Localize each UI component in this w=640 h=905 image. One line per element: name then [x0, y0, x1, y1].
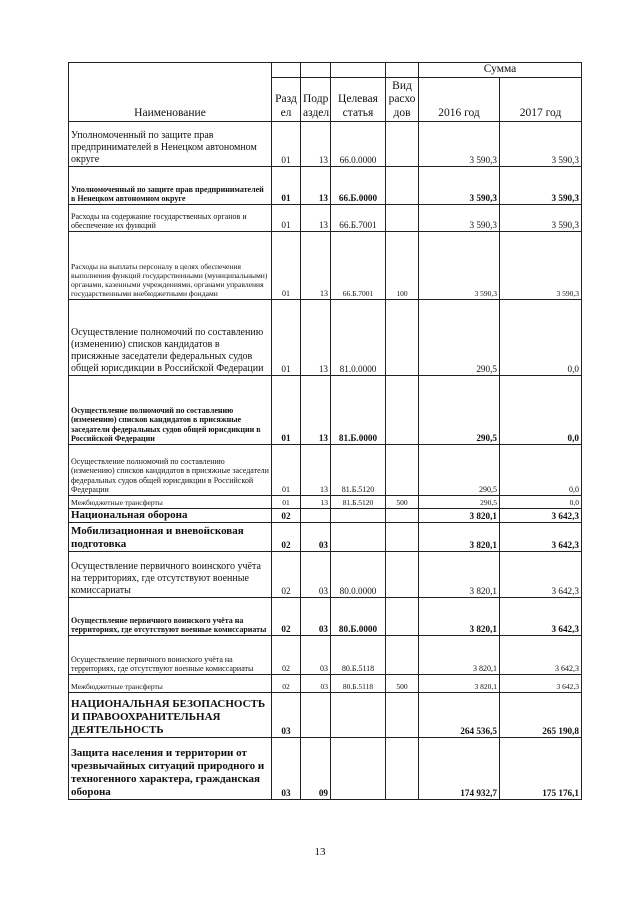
row-target: 66.Б.7001	[331, 204, 386, 231]
row-2016: 290,5	[419, 444, 500, 495]
row-target	[331, 737, 386, 799]
row-section: 01	[272, 121, 301, 166]
page-number: 13	[314, 846, 326, 858]
row-expense-type	[386, 551, 419, 597]
row-expense-type	[386, 737, 419, 799]
row-2017: 265 190,8	[500, 692, 582, 737]
budget-table	[68, 62, 582, 800]
row-target: 81.Б.5120	[331, 495, 386, 508]
row-2016: 3 820,1	[419, 674, 500, 692]
row-2017: 3 642,3	[500, 551, 582, 597]
row-section: 01	[272, 299, 301, 375]
row-section: 02	[272, 522, 301, 551]
row-expense-type	[386, 166, 419, 204]
row-target: 80.Б.5118	[331, 674, 386, 692]
row-expense-type	[386, 299, 419, 375]
table-row	[69, 737, 582, 799]
row-name: Осуществление первичного воинского учёта на территориях, где отсутствуют военные комиссариаты	[69, 635, 272, 674]
table-row	[69, 299, 582, 375]
row-section: 01	[272, 495, 301, 508]
table-row	[69, 166, 582, 204]
row-expense-type	[386, 121, 419, 166]
row-2016: 3 590,3	[419, 231, 500, 299]
header-name: Наименование	[69, 63, 272, 122]
row-name: Расходы на содержание государственных органов и обеспечение их функций	[69, 204, 272, 231]
row-2017: 0,0	[500, 375, 582, 444]
row-2017: 3 590,3	[500, 231, 582, 299]
table-row	[69, 444, 582, 495]
row-2017: 3 642,3	[500, 522, 582, 551]
header-2017: 2017 год	[500, 77, 582, 121]
header-target: Целевая статья	[331, 77, 386, 121]
row-target: 81.Б.5120	[331, 444, 386, 495]
row-subsection: 09	[301, 737, 331, 799]
table-row	[69, 674, 582, 692]
table-row	[69, 692, 582, 737]
row-target	[331, 522, 386, 551]
row-subsection: 03	[301, 597, 331, 635]
row-name: Осуществление полномочий по составлению (изменению) списков кандидатов в присяжные заседатели федеральных судов общей юрисдикции в Российской Федерации	[69, 444, 272, 495]
row-name: Национальная оборона	[69, 508, 272, 522]
row-subsection	[301, 508, 331, 522]
row-expense-type	[386, 508, 419, 522]
row-subsection: 03	[301, 635, 331, 674]
row-target: 66.Б.0000	[331, 166, 386, 204]
row-target: 66.Б.7001	[331, 231, 386, 299]
row-target: 80.Б.0000	[331, 597, 386, 635]
row-target: 66.0.0000	[331, 121, 386, 166]
row-section: 01	[272, 444, 301, 495]
table-row	[69, 635, 582, 674]
row-expense-type	[386, 692, 419, 737]
row-subsection: 13	[301, 444, 331, 495]
row-subsection: 03	[301, 551, 331, 597]
row-expense-type	[386, 635, 419, 674]
row-section: 01	[272, 231, 301, 299]
row-name: Осуществление первичного воинского учёта на территориях, где отсутствуют военные комиссариаты	[69, 551, 272, 597]
header-subsection: Подр аздел	[301, 77, 331, 121]
row-2016: 3 590,3	[419, 204, 500, 231]
row-2016: 3 820,1	[419, 597, 500, 635]
row-subsection: 13	[301, 231, 331, 299]
table-row	[69, 508, 582, 522]
row-name: Защита населения и территории от чрезвычайных ситуаций природного и техногенного характера, гражданская оборона	[69, 737, 272, 799]
row-expense-type: 100	[386, 231, 419, 299]
table-row	[69, 551, 582, 597]
row-2017: 3 642,3	[500, 635, 582, 674]
table-row	[69, 597, 582, 635]
row-subsection: 13	[301, 375, 331, 444]
row-2016: 264 536,5	[419, 692, 500, 737]
row-subsection: 03	[301, 674, 331, 692]
row-target	[331, 508, 386, 522]
header-sum: Сумма	[419, 63, 582, 78]
row-2016: 290,5	[419, 299, 500, 375]
row-expense-type	[386, 204, 419, 231]
row-section: 02	[272, 674, 301, 692]
row-expense-type	[386, 522, 419, 551]
row-section: 01	[272, 166, 301, 204]
row-name: Уполномоченный по защите прав предпринимателей в Ненецком автономном округе	[69, 166, 272, 204]
header-section: Разд ел	[272, 77, 301, 121]
row-2017: 3 642,3	[500, 508, 582, 522]
row-expense-type	[386, 597, 419, 635]
table-row	[69, 121, 582, 166]
row-2016: 290,5	[419, 495, 500, 508]
table-row	[69, 204, 582, 231]
row-2016: 3 820,1	[419, 551, 500, 597]
row-2016: 3 820,1	[419, 522, 500, 551]
row-2017: 3 590,3	[500, 204, 582, 231]
row-2016: 290,5	[419, 375, 500, 444]
table-row	[69, 375, 582, 444]
table-row	[69, 231, 582, 299]
row-expense-type	[386, 375, 419, 444]
row-2017: 0,0	[500, 444, 582, 495]
header-expense-type: Вид расхо дов	[386, 77, 419, 121]
row-subsection: 03	[301, 522, 331, 551]
row-2016: 174 932,7	[419, 737, 500, 799]
row-name: Осуществление полномочий по составлению (изменению) списков кандидатов в присяжные заседатели федеральных судов общей юрисдикции в Российской Федерации	[69, 299, 272, 375]
header-blank	[301, 63, 331, 78]
row-subsection: 13	[301, 121, 331, 166]
row-subsection: 13	[301, 495, 331, 508]
row-subsection: 13	[301, 204, 331, 231]
row-name: Межбюджетные трансферты	[69, 674, 272, 692]
header-blank	[386, 63, 419, 78]
row-2017: 0,0	[500, 495, 582, 508]
row-2016: 3 820,1	[419, 635, 500, 674]
row-name: Осуществление первичного воинского учёта на территориях, где отсутствуют военные комиссариаты	[69, 597, 272, 635]
row-name: Мобилизационная и вневойсковая подготовка	[69, 522, 272, 551]
row-2017: 3 642,3	[500, 597, 582, 635]
row-2017: 3 590,3	[500, 166, 582, 204]
row-expense-type: 500	[386, 495, 419, 508]
row-name: НАЦИОНАЛЬНАЯ БЕЗОПАСНОСТЬ И ПРАВООХРАНИТЕЛЬНАЯ ДЕЯТЕЛЬНОСТЬ	[69, 692, 272, 737]
row-target: 80.0.0000	[331, 551, 386, 597]
row-name: Межбюджетные трансферты	[69, 495, 272, 508]
table-row	[69, 522, 582, 551]
row-2016: 3 590,3	[419, 121, 500, 166]
row-name: Уполномоченный по защите прав предпринимателей в Ненецком автономном округе	[69, 121, 272, 166]
row-target: 80.Б.5118	[331, 635, 386, 674]
header-blank	[272, 63, 301, 78]
row-target: 81.0.0000	[331, 299, 386, 375]
header-2016: 2016 год	[419, 77, 500, 121]
table-row	[69, 495, 582, 508]
row-2017: 3 590,3	[500, 121, 582, 166]
row-section: 02	[272, 508, 301, 522]
row-2017: 0,0	[500, 299, 582, 375]
header-row-top	[69, 63, 582, 78]
row-2016: 3 590,3	[419, 166, 500, 204]
row-section: 02	[272, 635, 301, 674]
row-expense-type	[386, 444, 419, 495]
row-section: 02	[272, 551, 301, 597]
row-2016: 3 820,1	[419, 508, 500, 522]
row-target: 81.Б.0000	[331, 375, 386, 444]
header-blank	[331, 63, 386, 78]
row-section: 03	[272, 692, 301, 737]
row-name: Расходы на выплаты персоналу в целях обеспечения выполнения функций государственными (муниципальными) органами, казенными учреждениями, органами управления государственными внебюджетными фондами	[69, 231, 272, 299]
row-2017: 3 642,3	[500, 674, 582, 692]
row-section: 02	[272, 597, 301, 635]
row-section: 01	[272, 375, 301, 444]
row-section: 03	[272, 737, 301, 799]
row-2017: 175 176,1	[500, 737, 582, 799]
row-subsection: 13	[301, 299, 331, 375]
row-subsection	[301, 692, 331, 737]
row-target	[331, 692, 386, 737]
row-name: Осуществление полномочий по составлению (изменению) списков кандидатов в присяжные заседатели федеральных судов общей юрисдикции в Российской Федерации	[69, 375, 272, 444]
row-subsection: 13	[301, 166, 331, 204]
row-section: 01	[272, 204, 301, 231]
row-expense-type: 500	[386, 674, 419, 692]
